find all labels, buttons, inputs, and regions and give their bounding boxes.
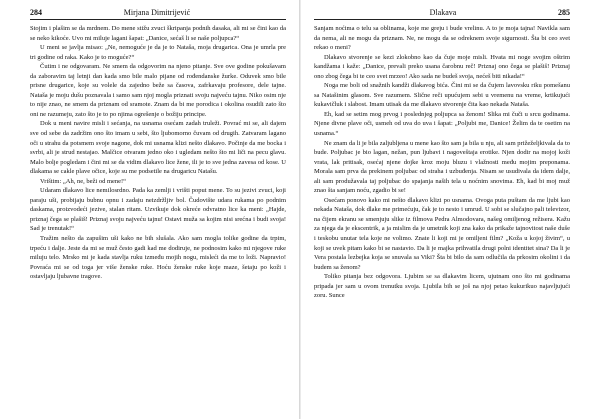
right-page-header <box>314 6 570 20</box>
left-page-body <box>30 24 286 282</box>
page-number: 285 <box>558 8 570 17</box>
paragraph: Noga me boli od snažnih kandži dlakavog bića. Čini mi se da čujem lavovsku riku pomešanu sa Natašinim glasom. Sve razumem. Slične reči upućujem sebi u vremenu na vreme, krtikujući kukavičluk i slabost. Imam utisak da me dlakavo stvorenje čita kao nekada Nataša. <box>314 82 570 109</box>
paragraph: Vrištim: „Ah, ne, beži od mene!“ <box>40 177 127 185</box>
paragraph: U meni se javlja misao: „Ne, nemoguće je da je to Nataša, moja drugarica. Ona je umrla pre tri godine od raka. Kako je to moguće?“ <box>30 44 286 61</box>
paragraph: Dlakavo stvorenje se kezi zlokobno kao da čuje moje misli. Hvata mi noge svojim oštrim kandžama i kaže: „Danice, prevali preko usana čarobnu reč! Priznaj ono čega se plašiš! Priznaj ono zbog čega bi te ceo svet mrzeo! Ako sada ne budeš svoja, nećeš biti nikada!“ <box>314 53 570 80</box>
right-page-body <box>314 24 570 301</box>
paragraph: Udaram dlakavo lice nemilosrdno. Pada ka zemlji i vrišti poput mene. To su jezivi zvuci, koji paraju uši, probijaju bubnu opnu i zadaju neizdržljiv bol. Čudovište udara rukama po podnim daskama, proizvodeći jezive, stalan ritam. Uzvikuje dok okreće odvratno lice ka meni: „Hajde, priznaj čega se plašiš! Priznaj svoju najveću tajnu! Ostavi muža sa kojim nisi srećna i budi svoja! Sad je trenutak!“ <box>30 187 286 233</box>
paragraph: Osećam ponovo kako mi nešto dlakavo klizi po usnama. Ovoga puta puštam da me ljubi kao nekada Nataša, dok dlake me primećuju, čak je to nesto i umrud. U sobi se slučajno pali televizor, na čijem ekranu se smenjuju slike iz filmova Pedra Almodovara, našeg omiljenog režisera. Kažu za njega da je ekscentrik, a ja mislim da je umetnik koji zna kako da prikaže tajnovitost naše duše i teskobu unutar tela koje ne volimo. Znate li koji mi je omiljeni film? „Koža u kojoj živim“, u koji se uvek pitam kako bi se nastavio. Da li je majka prihvatila drugi polni identitet sina? Da li je Vera postala lezbejka koja se snuvala sa Viki? Šta bi bilo da sam odlučila da prkosim okolini i da budem sa ženom? <box>314 196 570 271</box>
running-head: Dlakava <box>429 8 457 17</box>
paragraph: Eh, kad se setim mog prvog i poslednjeg poljupca sa ženom! Slika mi čuči u srcu godinama. Njene divne plave oči, usmeh od uva do uva i šapat: „Poljubi me, Danice! Želim da te osetim na usnama.“ <box>314 110 570 138</box>
right-page <box>300 0 600 419</box>
paragraph: Tražim nešto da zapušim uši kako ne bih slušala. Ako sam mogla tolike godine da trpim, trpeću i dalje. Jeste da mi se muž često gadi kad me dodiruje, ne podnosim kako mi njegove ruke miluju telo. Mrsko mi je kada stavlja ruku između mojih nogu, misleći da me to loži. Napravio! Povraća mi se od toga jer više ženske ruke. Hoću ženske ruke koje maze, šetaju po koži i ostavljaju ljubavne tragove. <box>30 235 286 281</box>
paragraph: Čutim i ne odgovaram. Ne smem da odgovorim na njeno pitanje. Sve ove godine pokušavam da zaboravim taj letnji dan kada smo bile malo pijane od rođendanske žurke. Oduvek smo bile prisne drugarice, koje su volele da zajedno beže sa časova, zafrkavaju profesore, dele tajne. Nataša je moju dušu poznavala i samo sam njoj mogla priznati svoju najveću tajnu. Niko osim nje to nije znao, ne smem da priznam od sramote. Znam da bi me porodica i okolina osudili zato što oni ne razumeju, zato što je to po njima ogrešenje o božiju principe. <box>30 63 286 118</box>
paragraph: Sanjam noćima o telu sa oblinama, koje me greju i bude vrelinu. A to je moja tajna! Navikla sam da nema, ali ne mogu da priznam. Ne, ne mogu da se odreknem svoje sigurnosti. Šta bi ceo svet rekao o meni? <box>314 25 570 52</box>
running-head: Mirjana Dimitrijević <box>123 8 191 17</box>
page-number: 284 <box>30 8 42 17</box>
left-page-header <box>30 6 286 20</box>
paragraph: Stojim i plašim se da mrdnem. Do mene stižu zvuci škripanja podnih dasaka, ali mi se čini kao da se neko kikoće. Uvo mi miluje lagani šapat: „Danice, sećaš li se naše poljupca?“ <box>30 25 286 42</box>
paragraph: Ne znam da li je bila zaljubljena u mene kao što sam ja bila u nju, ali sam prižeželjkivala da to bude. Poljubac je bio lagan, nežan, pun ljubavi i nagoveštaja erotike. Njen dodir na mojoj koži vrata, lak pritisak, osećaj njene dojke kroz moju bluzu i vlažnosti među mojim preponama. Morala sam prva da prekinem poljubac od straha i uzbuđenja. Nisam se usudivala da idem dalje, ali sam produžavala taj poljubac do spajanja naših tela u noćnim snovima. Eh, kad bi moj muž znao šta sanjam noću, zgadio bi se! <box>314 139 570 195</box>
paragraph: Dok u meni navire misli i sećanja, na usnama osećam zadah truleži. Povrać mi se, ali dajem sve od sebe da zadržim ono što imam u sebi, što ljubomorno čuvam od drugih. Zatvaram lagano oči u strahu da potsmem svoje nagone, dok mi usnama klizi nešto dlakavo. Počinje da me bocka i svrbi, ali je strud nestajao. Malčice otvaram jedno oko i ugledam nešto što mi liči na pecu glavu. Malo bolje pogledam i čini mi se da vidim dlakavo lice žene, ili je to sve jedna zavesa od kose. U dlakama se cakle plave očice, koje su me podsetile na drugaricu Natašu. <box>30 120 286 176</box>
paragraph: Toliko pitanja bez odgovora. Ljubim se sa dlakavim licem, ujutnam ono što mi godinama pripada jer sam u ovom trenutku svoja. Ljubila bih se još na njoj petao kukurikuo najavljujući zoru. Sunce <box>314 273 570 300</box>
